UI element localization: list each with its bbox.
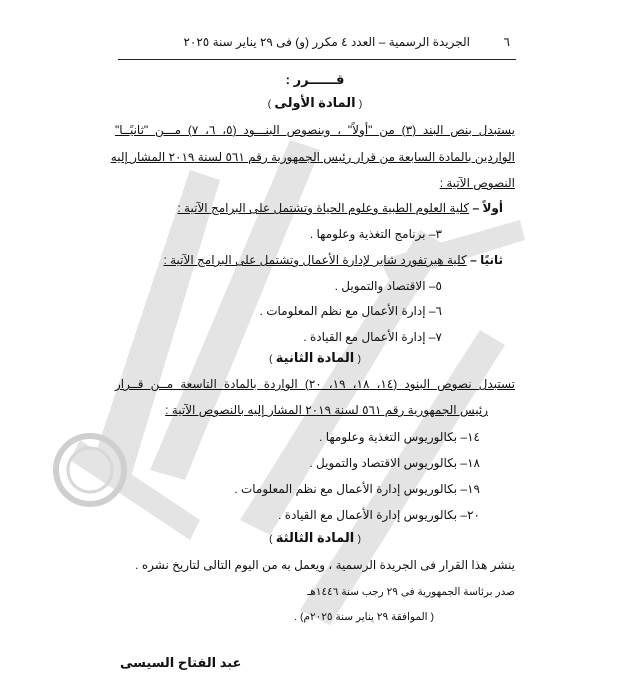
issued-date: صدر برئاسة الجمهورية فى ٢٩ رجب سنة ١٤٤٦هـ xyxy=(307,586,515,598)
corresponding-date: ( الموافقة ٢٩ يناير سنة ٢٠٢٥م) . xyxy=(294,611,434,623)
paren: ( xyxy=(357,534,361,545)
item-14: ١٤– بكالوريوس التغذية وعلومها . xyxy=(319,430,480,444)
gazette-header: الجريدة الرسمية – العدد ٤ مكرر (و) فى ٢٩ يناير سنة ٢٠٢٥ xyxy=(183,35,470,49)
decree-word: قــــــرر : xyxy=(285,72,345,87)
section-text: كلية العلوم الطبية وعلوم الحياة وتشتمل على البرامج الآتية : xyxy=(177,201,470,215)
paren: ( xyxy=(357,354,361,365)
item-18: ١٨– بكالوريوس الاقتصاد والتمويل . xyxy=(309,456,480,470)
page-number: ٦ xyxy=(503,35,510,49)
signature: عبد الفتاح السيسى xyxy=(120,655,242,670)
article1-heading xyxy=(0,95,630,111)
article3-paragraph: ينشر هذا القرار فى الجريدة الرسمية ، ويعمل به من اليوم التالى لتاريخ نشره . xyxy=(135,558,515,572)
paren: ) xyxy=(269,534,273,545)
heading-text: المادة الثالثة xyxy=(275,530,355,545)
heading-text: المادة الأولى xyxy=(274,95,356,110)
header-divider xyxy=(118,59,516,60)
paren: ) xyxy=(267,99,272,110)
item-6: ٦– إدارة الأعمال مع نظم المعلومات . xyxy=(259,304,442,318)
first-section xyxy=(177,201,503,215)
section-label: ثانيًا – xyxy=(470,253,503,267)
section-label: أولاً – xyxy=(472,201,503,215)
item-19: ١٩– بكالوريوس إدارة الأعمال مع نظم المعلومات . xyxy=(234,482,480,496)
item-5: ٥– الاقتصاد والتمويل . xyxy=(334,279,442,293)
article1-paragraph-line2: الواردين بالمادة السابعة من قرار رئيس الجمهورية رقم ٥٦١ لسنة ٢٠١٩ المشار إليه xyxy=(110,150,515,164)
paren: ( xyxy=(358,99,363,110)
article1-paragraph-line1: يستبدل بنص البند (٣) من "أولاً" ، وبنصوص البنـــود (٥، ٦، ٧) مـــن "ثانيًــا" xyxy=(115,123,515,137)
article2-paragraph-line1: تستبدل نصوص البنود (١٤، ١٨، ١٩، ٢٠) الواردة بالمادة التاسعة مــن قــرار xyxy=(115,377,515,391)
item-7: ٧– إدارة الأعمال مع القيادة . xyxy=(303,330,442,344)
article2-heading xyxy=(0,350,630,366)
section-text: كلية هيرتفورد شاير لإدارة الأعمال وتشتمل على البرامج الآتية : xyxy=(163,253,467,267)
item-3: ٣– برنامج التغذية وعلومها . xyxy=(309,227,442,241)
article3-heading xyxy=(0,530,630,546)
paren: ) xyxy=(269,354,273,365)
item-20: ٢٠– بكالوريوس إدارة الأعمال مع القيادة . xyxy=(278,508,480,522)
article2-paragraph-line2: رئيس الجمهورية رقم ٥٦١ لسنة ٢٠١٩ المشار إليه بالنصوص الآتية : xyxy=(165,403,488,417)
article1-paragraph-line3: النصوص الآتية : xyxy=(439,176,515,190)
heading-text: المادة الثانية xyxy=(275,350,355,365)
second-section xyxy=(163,253,503,267)
